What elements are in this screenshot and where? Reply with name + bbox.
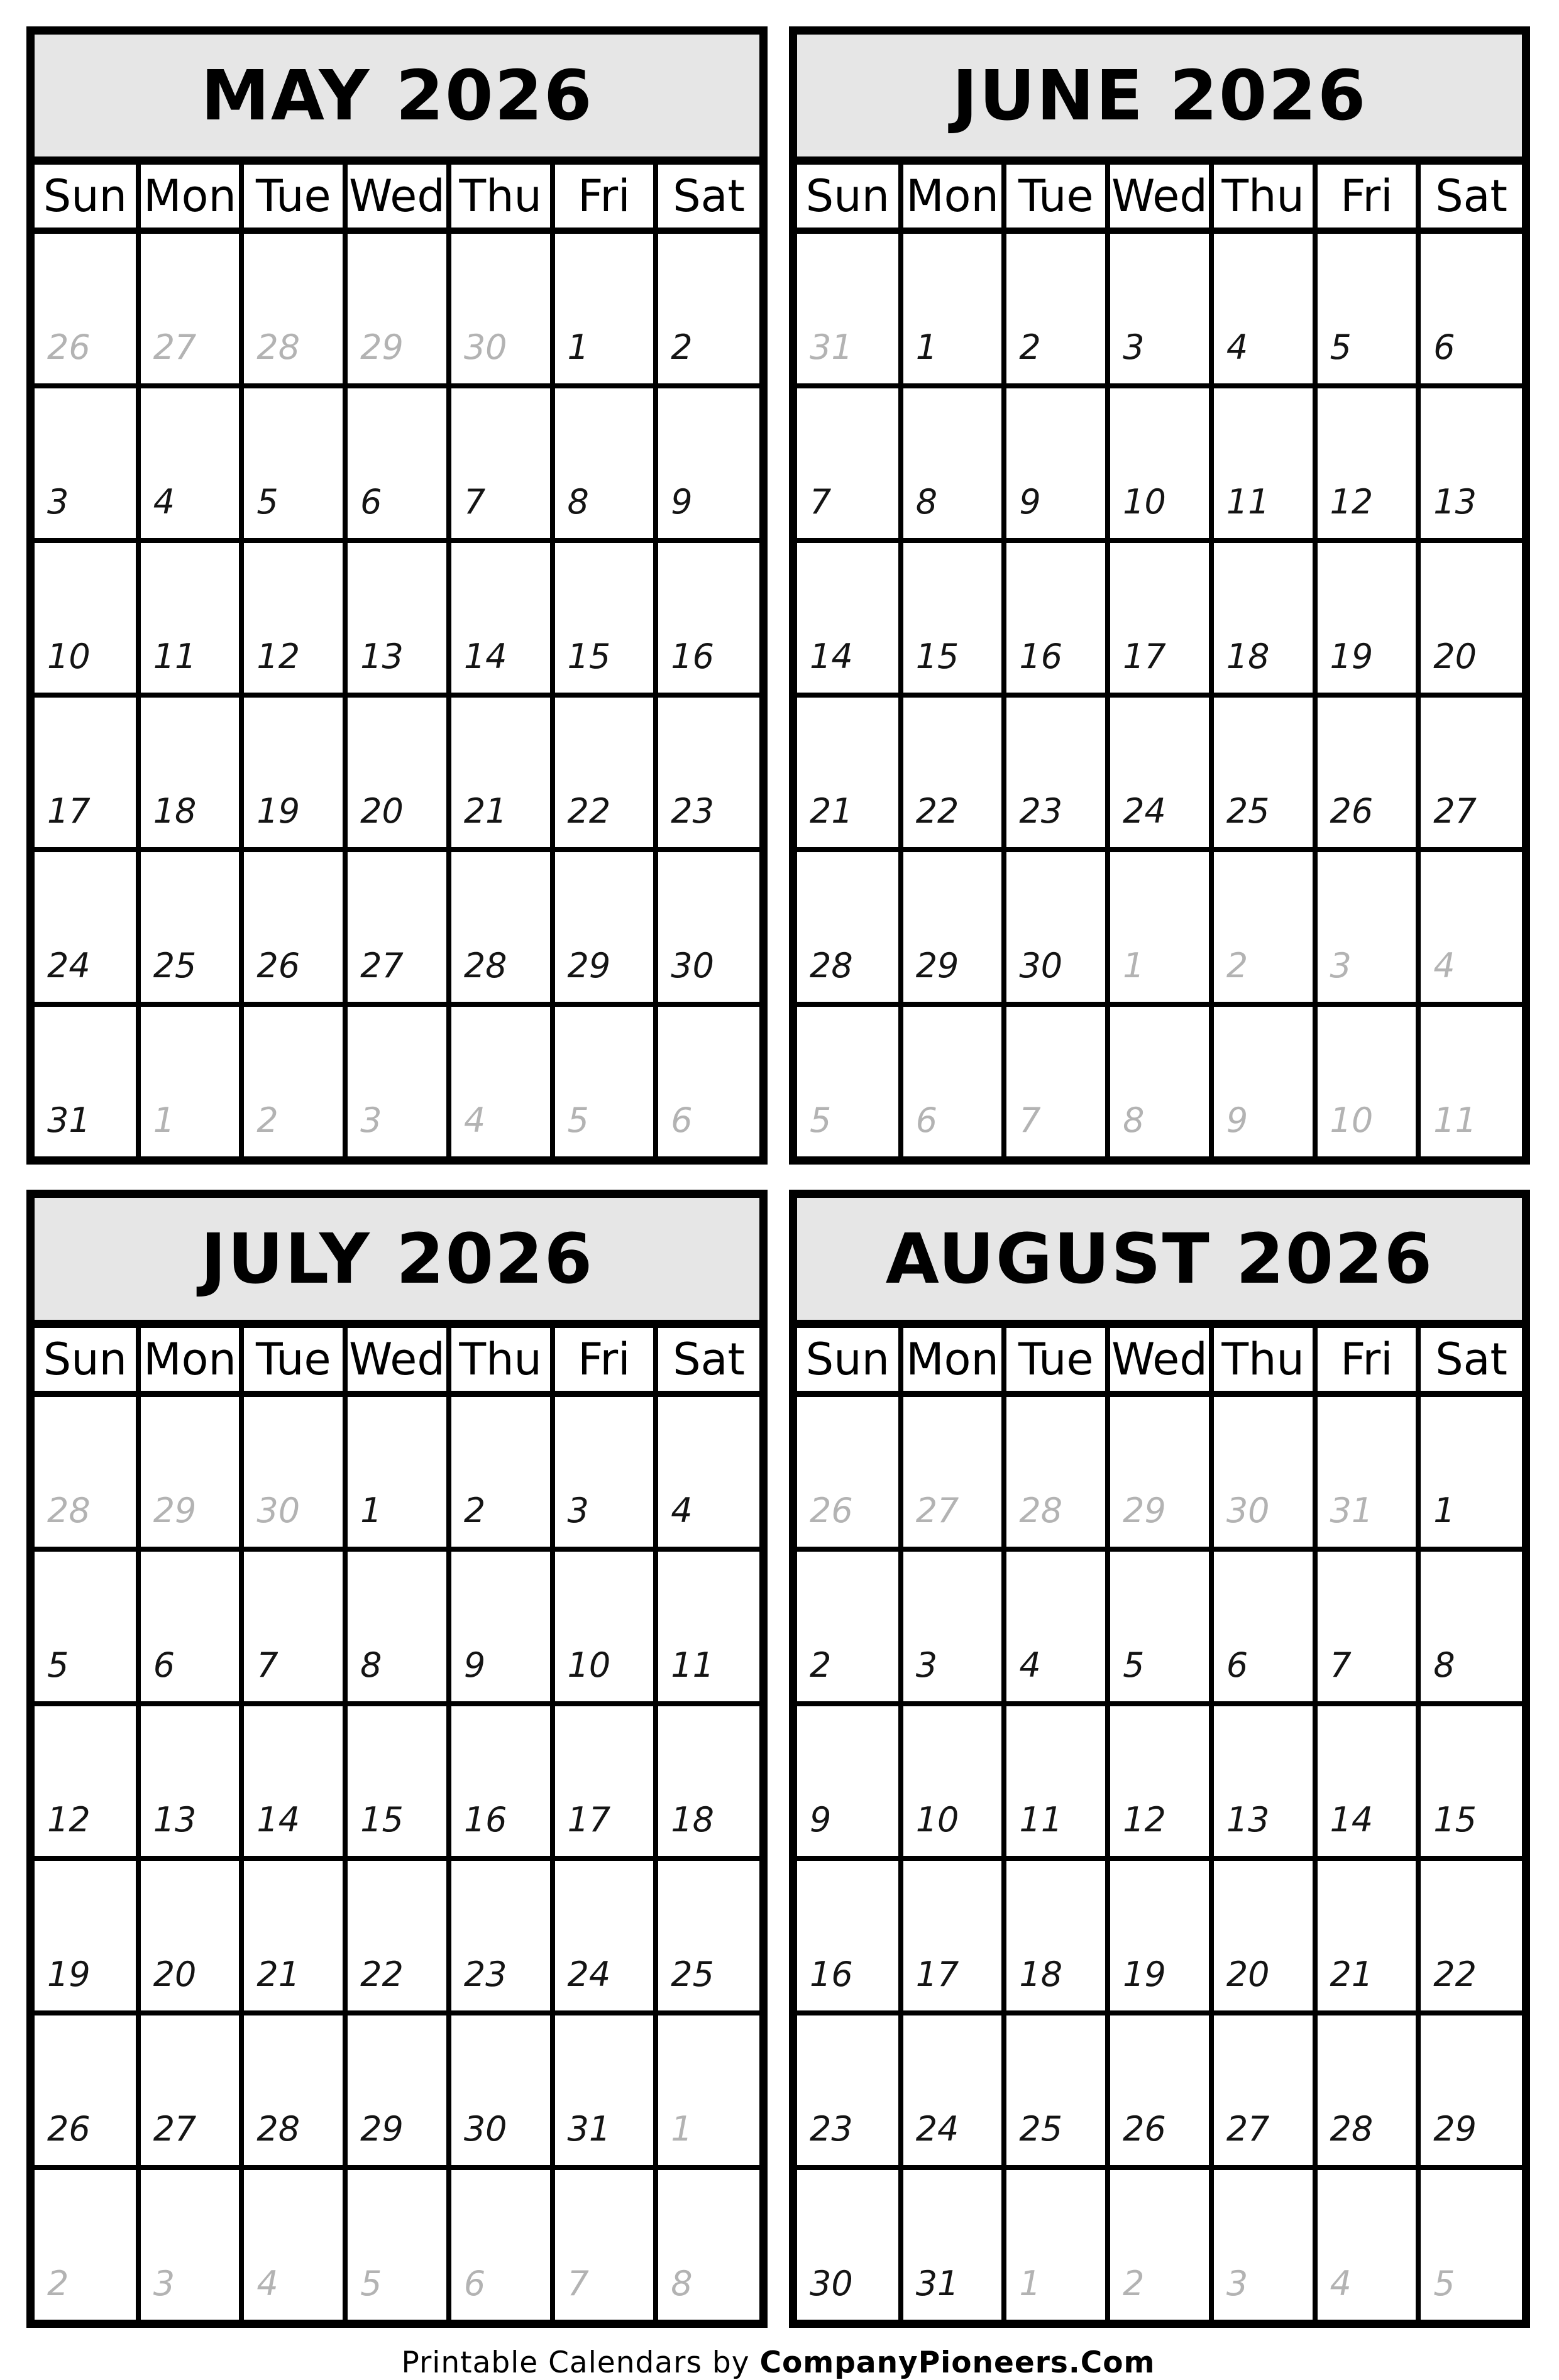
day-cell: 8 (553, 386, 656, 540)
day-cell: 24 (1108, 695, 1211, 850)
day-cell-adjacent-month: 26 (35, 231, 138, 386)
week-row (797, 1704, 1522, 1858)
day-cell: 16 (656, 540, 759, 695)
day-cell: 8 (901, 386, 1005, 540)
weekday-label: Tue (241, 165, 345, 231)
day-cell-adjacent-month: 9 (1211, 1004, 1315, 1156)
day-cell: 28 (797, 850, 901, 1004)
day-cell: 21 (797, 695, 901, 850)
day-cell: 7 (1315, 1549, 1419, 1704)
day-cell: 9 (656, 386, 759, 540)
day-cell: 23 (797, 2013, 901, 2168)
calendar-grid (26, 26, 1530, 2328)
day-cell: 27 (1418, 695, 1522, 850)
day-cell-adjacent-month: 6 (656, 1004, 759, 1156)
day-cell: 3 (553, 1394, 656, 1549)
day-cell-adjacent-month: 28 (1004, 1394, 1108, 1549)
day-cell-adjacent-month: 2 (1108, 2168, 1211, 2320)
day-cell: 6 (1211, 1549, 1315, 1704)
day-cell: 27 (138, 2013, 242, 2168)
day-cell-adjacent-month: 8 (1108, 1004, 1211, 1156)
day-cell: 29 (553, 850, 656, 1004)
day-cell: 17 (35, 695, 138, 850)
weekday-label: Sun (797, 1328, 901, 1394)
weekday-label: Sat (656, 165, 759, 231)
weekday-label: Fri (553, 165, 656, 231)
day-cell-adjacent-month: 6 (901, 1004, 1005, 1156)
weekday-label: Mon (138, 1328, 242, 1394)
day-cell: 9 (1004, 386, 1108, 540)
day-cell-adjacent-month: 29 (1108, 1394, 1211, 1549)
day-cell: 20 (1418, 540, 1522, 695)
day-cell: 31 (901, 2168, 1005, 2320)
week-row (35, 540, 759, 695)
day-cell: 27 (1211, 2013, 1315, 2168)
day-cell: 4 (656, 1394, 759, 1549)
day-cell-adjacent-month: 28 (241, 231, 345, 386)
day-cell: 18 (1211, 540, 1315, 695)
day-cell-adjacent-month: 29 (345, 231, 449, 386)
day-cell: 26 (1108, 2013, 1211, 2168)
calendar (26, 26, 768, 1165)
day-cell: 13 (1418, 386, 1522, 540)
day-cell: 4 (138, 386, 242, 540)
day-cell: 30 (1004, 850, 1108, 1004)
day-cell: 28 (241, 2013, 345, 2168)
day-cell: 11 (1211, 386, 1315, 540)
weekday-label: Mon (901, 1328, 1005, 1394)
day-cell-adjacent-month: 30 (1211, 1394, 1315, 1549)
day-cell-adjacent-month: 11 (1418, 1004, 1522, 1156)
day-cell: 17 (901, 1858, 1005, 2013)
day-cell-adjacent-month: 1 (138, 1004, 242, 1156)
week-row (35, 231, 759, 386)
day-cell: 30 (797, 2168, 901, 2320)
weekday-label: Wed (345, 1328, 449, 1394)
weeks-body (797, 1394, 1522, 2320)
day-cell: 19 (1315, 540, 1419, 695)
day-cell: 6 (1418, 231, 1522, 386)
day-cell: 2 (449, 1394, 553, 1549)
day-cell-adjacent-month: 7 (553, 2168, 656, 2320)
day-cell-adjacent-month: 4 (1315, 2168, 1419, 2320)
day-cell: 13 (345, 540, 449, 695)
weekday-label: Fri (553, 1328, 656, 1394)
day-cell-adjacent-month: 27 (901, 1394, 1005, 1549)
day-cell: 20 (345, 695, 449, 850)
week-row (797, 1004, 1522, 1156)
weekday-label: Fri (1315, 165, 1419, 231)
month-title: AUGUST 2026 (797, 1198, 1522, 1328)
day-cell-adjacent-month: 2 (1211, 850, 1315, 1004)
weekday-label: Thu (1211, 1328, 1315, 1394)
day-cell-adjacent-month: 2 (35, 2168, 138, 2320)
day-cell-adjacent-month: 5 (345, 2168, 449, 2320)
weekday-label: Tue (1004, 1328, 1108, 1394)
day-cell-adjacent-month: 2 (241, 1004, 345, 1156)
day-cell-adjacent-month: 1 (1004, 2168, 1108, 2320)
day-cell-adjacent-month: 30 (241, 1394, 345, 1549)
week-row (35, 1004, 759, 1156)
day-cell: 14 (449, 540, 553, 695)
day-cell-adjacent-month: 1 (656, 2013, 759, 2168)
day-cell: 7 (241, 1549, 345, 1704)
day-cell: 15 (1418, 1704, 1522, 1858)
day-cell: 12 (1315, 386, 1419, 540)
day-cell: 21 (449, 695, 553, 850)
day-cell-adjacent-month: 26 (797, 1394, 901, 1549)
weekday-label: Sat (1418, 165, 1522, 231)
day-cell: 28 (1315, 2013, 1419, 2168)
day-cell-adjacent-month: 8 (656, 2168, 759, 2320)
weekday-label: Sat (1418, 1328, 1522, 1394)
day-cell: 20 (1211, 1858, 1315, 2013)
weekday-label: Sun (35, 165, 138, 231)
day-cell: 21 (1315, 1858, 1419, 2013)
day-cell: 19 (1108, 1858, 1211, 2013)
weeks-body (797, 231, 1522, 1156)
day-cell: 23 (449, 1858, 553, 2013)
week-row (797, 2168, 1522, 2320)
day-cell: 27 (345, 850, 449, 1004)
day-cell: 23 (1004, 695, 1108, 850)
day-cell: 31 (35, 1004, 138, 1156)
weekday-label: Sun (797, 165, 901, 231)
week-row (797, 2013, 1522, 2168)
day-cell: 2 (797, 1549, 901, 1704)
day-cell: 2 (1004, 231, 1108, 386)
weekday-row (797, 1328, 1522, 1394)
weekday-label: Mon (138, 165, 242, 231)
day-cell: 5 (1108, 1549, 1211, 1704)
day-cell: 30 (656, 850, 759, 1004)
day-cell: 1 (345, 1394, 449, 1549)
day-cell: 18 (656, 1704, 759, 1858)
day-cell: 6 (345, 386, 449, 540)
day-cell: 22 (345, 1858, 449, 2013)
calendar (789, 1190, 1530, 2328)
day-cell: 14 (1315, 1704, 1419, 1858)
day-cell: 12 (35, 1704, 138, 1858)
day-cell: 25 (656, 1858, 759, 2013)
day-cell: 24 (35, 850, 138, 1004)
month-grid (797, 165, 1522, 1156)
week-row (35, 2168, 759, 2320)
day-cell: 20 (138, 1858, 242, 2013)
day-cell: 26 (241, 850, 345, 1004)
day-cell: 19 (35, 1858, 138, 2013)
weekday-row (35, 165, 759, 231)
week-row (797, 695, 1522, 850)
day-cell: 18 (1004, 1858, 1108, 2013)
day-cell-adjacent-month: 5 (1418, 2168, 1522, 2320)
month-grid (35, 1328, 759, 2320)
day-cell: 7 (449, 386, 553, 540)
month-title: JUNE 2026 (797, 35, 1522, 165)
day-cell: 16 (449, 1704, 553, 1858)
day-cell: 6 (138, 1549, 242, 1704)
day-cell-adjacent-month: 3 (138, 2168, 242, 2320)
day-cell-adjacent-month: 7 (1004, 1004, 1108, 1156)
day-cell-adjacent-month: 6 (449, 2168, 553, 2320)
day-cell: 29 (901, 850, 1005, 1004)
weekday-label: Wed (1108, 165, 1211, 231)
day-cell: 24 (553, 1858, 656, 2013)
day-cell-adjacent-month: 29 (138, 1394, 242, 1549)
day-cell: 22 (1418, 1858, 1522, 2013)
day-cell: 11 (138, 540, 242, 695)
weekday-label: Thu (449, 165, 553, 231)
weekday-label: Wed (1108, 1328, 1211, 1394)
weekday-label: Fri (1315, 1328, 1419, 1394)
day-cell: 29 (345, 2013, 449, 2168)
week-row (35, 386, 759, 540)
month-grid (797, 1328, 1522, 2320)
day-cell-adjacent-month: 28 (35, 1394, 138, 1549)
day-cell: 1 (553, 231, 656, 386)
day-cell: 3 (35, 386, 138, 540)
month-title: JULY 2026 (35, 1198, 759, 1328)
week-row (35, 2013, 759, 2168)
day-cell-adjacent-month: 10 (1315, 1004, 1419, 1156)
day-cell: 11 (656, 1549, 759, 1704)
week-row (35, 1858, 759, 2013)
day-cell: 3 (1108, 231, 1211, 386)
weekday-label: Mon (901, 165, 1005, 231)
day-cell-adjacent-month: 1 (1108, 850, 1211, 1004)
week-row (797, 540, 1522, 695)
day-cell: 14 (797, 540, 901, 695)
week-row (797, 850, 1522, 1004)
day-cell: 16 (1004, 540, 1108, 695)
day-cell-adjacent-month: 3 (345, 1004, 449, 1156)
weekday-row (797, 165, 1522, 231)
day-cell: 31 (553, 2013, 656, 2168)
week-row (797, 386, 1522, 540)
weekday-label: Sat (656, 1328, 759, 1394)
day-cell-adjacent-month: 4 (449, 1004, 553, 1156)
day-cell: 9 (797, 1704, 901, 1858)
week-row (797, 231, 1522, 386)
day-cell: 10 (1108, 386, 1211, 540)
day-cell: 26 (1315, 695, 1419, 850)
week-row (797, 1858, 1522, 2013)
day-cell-adjacent-month: 3 (1315, 850, 1419, 1004)
day-cell: 1 (901, 231, 1005, 386)
day-cell: 14 (241, 1704, 345, 1858)
day-cell: 13 (138, 1704, 242, 1858)
day-cell: 22 (901, 695, 1005, 850)
week-row (35, 695, 759, 850)
day-cell-adjacent-month: 27 (138, 231, 242, 386)
day-cell: 15 (553, 540, 656, 695)
day-cell: 17 (1108, 540, 1211, 695)
day-cell: 10 (901, 1704, 1005, 1858)
day-cell: 17 (553, 1704, 656, 1858)
day-cell-adjacent-month: 30 (449, 231, 553, 386)
day-cell: 2 (656, 231, 759, 386)
day-cell: 1 (1418, 1394, 1522, 1549)
weeks-body (35, 1394, 759, 2320)
day-cell: 8 (1418, 1549, 1522, 1704)
day-cell-adjacent-month: 3 (1211, 2168, 1315, 2320)
day-cell-adjacent-month: 31 (797, 231, 901, 386)
day-cell: 29 (1418, 2013, 1522, 2168)
day-cell-adjacent-month: 5 (797, 1004, 901, 1156)
week-row (35, 850, 759, 1004)
calendar (789, 26, 1530, 1165)
day-cell: 8 (345, 1549, 449, 1704)
day-cell-adjacent-month: 4 (1418, 850, 1522, 1004)
weekday-row (35, 1328, 759, 1394)
day-cell: 10 (35, 540, 138, 695)
day-cell: 5 (35, 1549, 138, 1704)
week-row (797, 1549, 1522, 1704)
day-cell: 30 (449, 2013, 553, 2168)
weekday-label: Tue (241, 1328, 345, 1394)
day-cell: 9 (449, 1549, 553, 1704)
day-cell: 7 (797, 386, 901, 540)
weeks-body (35, 231, 759, 1156)
week-row (35, 1394, 759, 1549)
day-cell: 4 (1211, 231, 1315, 386)
day-cell-adjacent-month: 31 (1315, 1394, 1419, 1549)
day-cell: 21 (241, 1858, 345, 2013)
weekday-label: Thu (449, 1328, 553, 1394)
day-cell: 25 (1004, 2013, 1108, 2168)
day-cell: 4 (1004, 1549, 1108, 1704)
day-cell: 15 (901, 540, 1005, 695)
day-cell: 5 (1315, 231, 1419, 386)
day-cell: 12 (241, 540, 345, 695)
day-cell: 12 (1108, 1704, 1211, 1858)
footer-brand: CompanyPioneers.Com (759, 2345, 1155, 2380)
day-cell: 3 (901, 1549, 1005, 1704)
day-cell: 15 (345, 1704, 449, 1858)
footer-text (26, 2345, 1530, 2380)
month-title: MAY 2026 (35, 35, 759, 165)
week-row (35, 1549, 759, 1704)
weekday-label: Thu (1211, 165, 1315, 231)
day-cell: 13 (1211, 1704, 1315, 1858)
day-cell: 28 (449, 850, 553, 1004)
day-cell: 24 (901, 2013, 1005, 2168)
day-cell-adjacent-month: 4 (241, 2168, 345, 2320)
day-cell: 16 (797, 1858, 901, 2013)
month-grid (35, 165, 759, 1156)
day-cell-adjacent-month: 5 (553, 1004, 656, 1156)
day-cell: 10 (553, 1549, 656, 1704)
weekday-label: Wed (345, 165, 449, 231)
day-cell: 5 (241, 386, 345, 540)
day-cell: 26 (35, 2013, 138, 2168)
week-row (35, 1704, 759, 1858)
footer-prefix: Printable Calendars by (401, 2345, 760, 2380)
day-cell: 19 (241, 695, 345, 850)
day-cell: 25 (138, 850, 242, 1004)
day-cell: 11 (1004, 1704, 1108, 1858)
weekday-label: Tue (1004, 165, 1108, 231)
day-cell: 18 (138, 695, 242, 850)
calendar-page (26, 26, 1530, 2380)
day-cell: 23 (656, 695, 759, 850)
week-row (797, 1394, 1522, 1549)
weekday-label: Sun (35, 1328, 138, 1394)
day-cell: 22 (553, 695, 656, 850)
day-cell: 25 (1211, 695, 1315, 850)
calendar (26, 1190, 768, 2328)
